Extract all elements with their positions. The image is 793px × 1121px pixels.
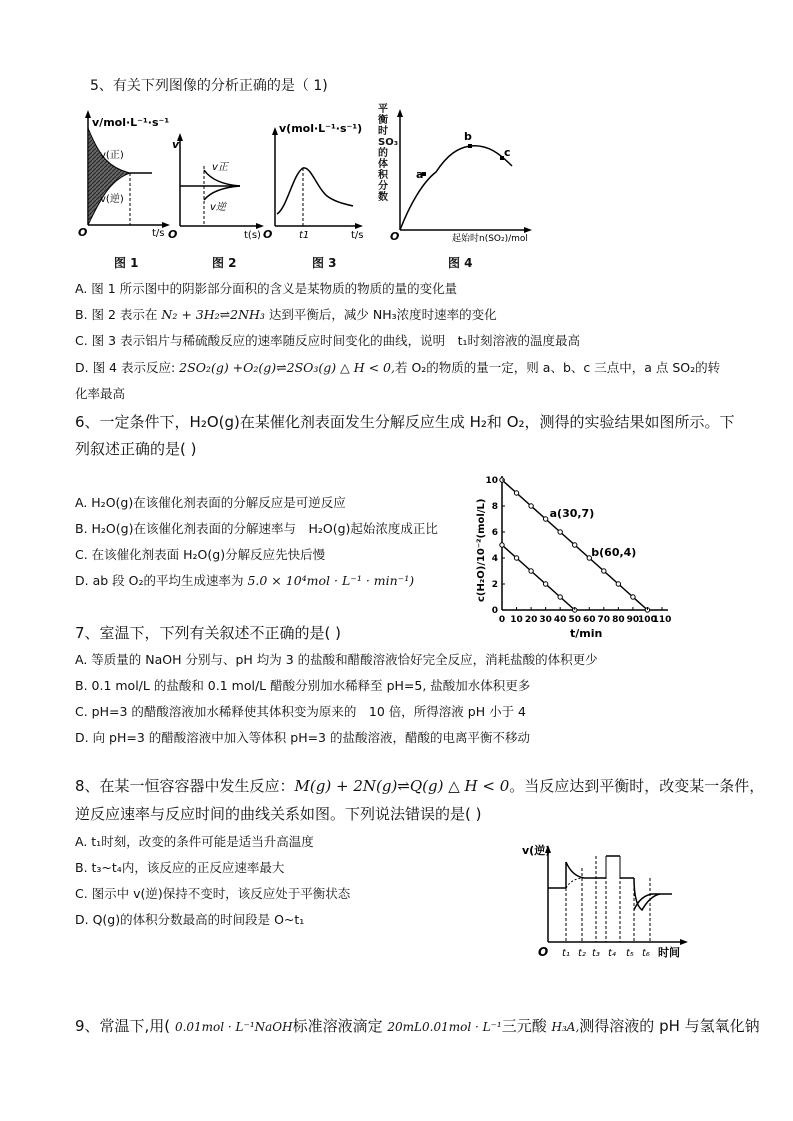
q6-point-a-label: a(30,7) (549, 507, 595, 520)
q6-option-c: C. 在该催化剂表面 H₂O(g)分解反应先快后慢 (75, 547, 326, 562)
fig1-v-forward: v(正) (100, 150, 124, 161)
q6-ytick-label: 10 (485, 476, 498, 486)
q6-xtick-label: 80 (612, 615, 625, 625)
q5-figure-2 (168, 128, 273, 241)
fig3-xlabel: t/s (351, 230, 364, 241)
q8-tick-t4: t₄ (608, 948, 616, 959)
q8-chart (520, 838, 700, 962)
fig2-v-forward: v正 (212, 162, 228, 173)
q8-stem-2: 逆反应速率与反应时间的曲线关系如图。下列说法错误的是( ) (75, 805, 482, 823)
q6-xtick-label: 90 (626, 615, 640, 625)
fig2-ylabel: v (172, 138, 180, 151)
fig1-origin: O (78, 226, 88, 239)
q6-xtick-label: 70 (597, 615, 611, 625)
q6-xtick-label: 10 (510, 615, 523, 625)
q6-ytick-label: 2 (491, 580, 498, 590)
q6-xtick-label: 20 (524, 615, 538, 625)
fig2-v-reverse: v逆 (210, 202, 226, 213)
q6-xtick-label: 50 (568, 615, 581, 625)
fig4-xlabel: 起始时n(SO₂)/mol (452, 234, 528, 244)
fig2-caption: 图 2 (212, 256, 237, 270)
q6-data-point (558, 595, 562, 599)
q6-data-point (514, 491, 518, 495)
fig2-origin: O (168, 228, 178, 241)
q8-tick-t2: t₂ (578, 948, 586, 959)
q6-option-d: D. ab 段 O₂的平均生成速率为 5.0 × 10⁴mol · L⁻¹ · min⁻¹) (75, 573, 415, 588)
q6-data-point (631, 595, 635, 599)
q9-stem: 9、常温下,用( 0.01mol · L⁻¹NaOH标准溶液滴定 20mL0.01mol · L⁻¹三元酸 H₃A,测得溶液的 pH 与氢氧化钠 (75, 1017, 760, 1035)
q6-ytick-label: 0 (491, 606, 498, 616)
q5-option-b: B. 图 2 表示在 N₂ + 3H₂⇌2NH₃ 达到平衡后，减少 NH₃浓度时速率的变化 (75, 307, 497, 322)
q6-chart (470, 462, 688, 642)
q6-data-point (543, 517, 547, 521)
q6-point-b-label: b(60,4) (591, 546, 637, 559)
q6-stem-2: 列叙述正确的是( ) (75, 440, 197, 458)
q7-stem: 7、室温下，下列有关叙述不正确的是( ) (75, 624, 342, 642)
q6-ytick-label: 8 (491, 502, 498, 512)
fig3-caption: 图 3 (312, 256, 337, 270)
q6-data-point (543, 582, 547, 586)
q8-tick-t1: t₁ (562, 948, 570, 959)
q6-data-point (573, 543, 577, 547)
fig1-shaded-area (88, 128, 130, 225)
q8-tick-t5: t₅ (626, 948, 634, 959)
q8-tick-t6: t₆ (642, 948, 650, 959)
q6-xtick-label: 40 (553, 615, 567, 625)
fig1-ylabel: v/mol·L⁻¹·s⁻¹ (92, 116, 170, 129)
q6-option-b: B. H₂O(g)在该催化剂表面的分解速率与 H₂O(g)起始浓度成正比 (75, 521, 438, 536)
q5-figure-4 (378, 104, 538, 244)
q6-data-point (500, 543, 504, 547)
q5-figure-3 (265, 118, 375, 240)
fig1-v-reverse: v(逆) (100, 194, 124, 205)
q6-data-point (514, 556, 518, 560)
fig4-curve (400, 146, 512, 230)
q8-option-d: D. Q(g)的体积分数最高的时间段是 O~t₁ (75, 912, 305, 927)
q6-data-point (616, 582, 620, 586)
q6-data-point (529, 569, 533, 573)
fig4-origin: O (390, 230, 400, 243)
q6-data-point (529, 504, 533, 508)
q8-tick-t3: t₃ (592, 948, 600, 959)
q8-option-b: B. t₃~t₄内，该反应的正反应速率最大 (75, 860, 285, 875)
q8-xlabel: 时间 (658, 946, 680, 959)
fig3-ylabel: v(mol·L⁻¹·s⁻¹) (279, 122, 363, 135)
fig4-ylabel: 平衡时SO₃的体积分数 (378, 104, 399, 203)
q7-option-a: A. 等质量的 NaOH 分别与、pH 均为 3 的盐酸和醋酸溶液恰好完全反应，消耗盐酸的体积更少 (75, 652, 598, 667)
q7-option-c: C. pH=3 的醋酸溶液加水稀释使其体积变为原来的 10 倍，所得溶液 pH 小于 4 (75, 704, 526, 719)
q6-stem-1: 6、一定条件下，H₂O(g)在某催化剂表面发生分解反应生成 H₂和 O₂，测得的实验结果如图所示。下 (75, 413, 735, 431)
fig3-curve (277, 168, 353, 214)
q7-option-b: B. 0.1 mol/L 的盐酸和 0.1 mol/L 醋酸分别加水稀释至 pH=5, 盐酸加水体积更多 (75, 678, 531, 693)
q6-ytick-label: 4 (491, 554, 498, 564)
fig4-caption: 图 4 (448, 256, 473, 270)
q8-option-c: C. 图示中 v(逆)保持不变时，该反应处于平衡状态 (75, 886, 351, 901)
q6-option-a: A. H₂O(g)在该催化剂表面的分解反应是可逆反应 (75, 495, 346, 510)
q6-xtick-label: 0 (498, 615, 506, 625)
q6-ylabel: c(H₂O)/10⁻²(mol/L) (476, 498, 487, 602)
q6-data-point (558, 530, 562, 534)
q5-option-d: D. 图 4 表示反应: 2SO₂(g) +O₂(g)⇌2SO₃(g) △ H < 0,若 O₂的物质的量一定，则 a、b、c 三点中，a 点 SO₂的转 (75, 360, 721, 375)
fig4-point-c: c (504, 146, 511, 159)
q6-series-line-2 (502, 545, 575, 610)
q6-xlabel: t/min (570, 627, 603, 640)
q6-xtick-label: 30 (539, 615, 552, 625)
fig1-caption: 图 1 (114, 256, 139, 270)
q8-ylabel: v(逆) (522, 844, 551, 857)
q6-xtick-label: 60 (583, 615, 596, 625)
fig4-point-a: a (416, 168, 424, 181)
q6-data-point (602, 569, 606, 573)
fig2-xlabel: t(s) (244, 230, 261, 241)
q5-figure-1 (78, 100, 178, 241)
q5-stem: 5、有关下列图像的分析正确的是（ 1) (90, 78, 328, 94)
fig1-xlabel: t/s (152, 228, 165, 239)
fig3-origin: O (263, 228, 273, 241)
q5-option-d-cont: 化率最高 (75, 386, 126, 401)
q5-option-a: A. 图 1 所示图中的阴影部分面积的含义是某物质的物质的量的变化量 (75, 281, 458, 296)
q7-option-d: D. 向 pH=3 的醋酸溶液中加入等体积 pH=3 的盐酸溶液，醋酸的电离平衡不移动 (75, 730, 530, 745)
q6-xtick-label: 100 (638, 615, 657, 625)
q6-ytick-label: 6 (491, 528, 498, 538)
fig3-t1: t1 (299, 230, 310, 241)
q6-xtick-label: 110 (652, 615, 672, 625)
fig4-point-b: b (464, 130, 472, 143)
q8-stem-1: 8、在某一恒容容器中发生反应：M(g) + 2N(g)⇌Q(g) △ H < 0。当反应达到平衡时，改变某一条件， (75, 777, 765, 795)
q8-option-a: A. t₁时刻，改变的条件可能是适当升高温度 (75, 834, 314, 849)
q5-option-c: C. 图 3 表示铝片与稀硫酸反应的速率随反应时间变化的曲线，说明 t₁时刻溶液的温度最高 (75, 333, 580, 348)
q8-origin: O (538, 945, 549, 959)
